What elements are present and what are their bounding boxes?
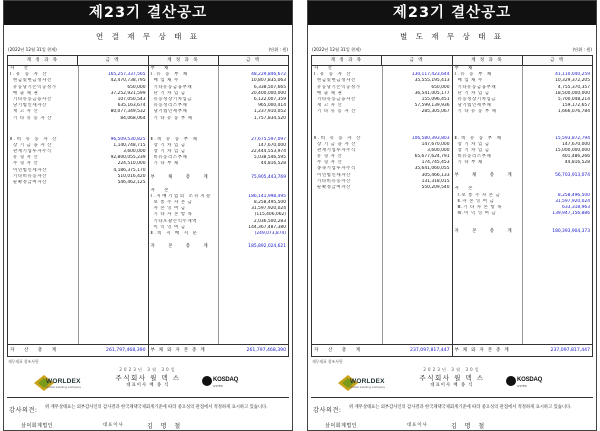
row-label: 장 기 차 입 금 [457, 147, 490, 153]
row-amount: 48,229,846,672 [251, 72, 286, 78]
row-amount: 130,117,423,644 [411, 72, 450, 78]
row-label: 기 타 유 동 자 산 [13, 115, 53, 121]
table-body [312, 66, 592, 344]
row-label: 기 타 유 동 자 산 [317, 109, 357, 115]
statement-row [312, 185, 452, 191]
liabilities-equity-column [148, 66, 289, 344]
publication-date: 2023년 3월 30일 [119, 367, 177, 372]
row-label: 보 통 주 자 본 금 [153, 200, 193, 205]
total-assets-value: 237,097,817,447 [410, 348, 450, 353]
row-amount: 106,580,393,803 [411, 135, 450, 141]
header-subject: 계 정 과 목 [330, 58, 363, 63]
row-amount: 159,172,657 [562, 103, 590, 109]
row-label: 유동성장기차입금 [153, 96, 193, 102]
row-label: 기타유동금융자산 [317, 96, 356, 102]
kosdaq-mark-icon [506, 376, 516, 386]
row-amount: 5,700,048,214 [557, 96, 590, 102]
header-subject: 계 정 과 목 [26, 58, 59, 63]
table-header [312, 56, 592, 66]
row-label: 현금및현금성자산 [13, 78, 52, 84]
row-label: 자 본 총 계 [150, 244, 214, 250]
row-label: 단 기 차 입 금 [457, 90, 490, 96]
row-amount: (115,406,062) [254, 212, 286, 218]
row-amount: 185,892,024,621 [248, 244, 286, 250]
notice-banner: 제23기 결산공고 [308, 1, 596, 25]
row-amount: 4,186,375,170 [113, 167, 146, 173]
row-label: 무 형 자 산 [13, 161, 39, 167]
row-amount: 15,000,000,000 [555, 147, 590, 153]
row-label: 기타포괄손익누계액 [153, 218, 198, 224]
notice-banner: 제23기 결산공고 [4, 1, 292, 25]
row-amount: 107,050,543 [117, 96, 146, 102]
row-amount: 3,600,000 [427, 147, 450, 153]
statement-row [149, 173, 289, 183]
row-amount: 31,597,920,024 [251, 206, 286, 212]
row-amount: 510,016,420 [117, 173, 146, 179]
header-subject: 계 정 과 목 [167, 58, 199, 63]
row-amount: 147,670,000 [421, 141, 450, 147]
row-label: 비유동리스부채 [457, 154, 492, 160]
row-label: Ⅲ.기 타 자 본 항 목 [457, 205, 503, 210]
row-amount: 144,367,487,380 [248, 224, 286, 230]
liabilities-equity-column [452, 66, 593, 344]
row-amount: 75,905,443,769 [251, 174, 286, 180]
row-label: Ⅱ.자 본 잉 여 금 [457, 198, 495, 204]
row-label: 매 출 채 권 [13, 90, 39, 96]
row-amount: 35,555,195,413 [414, 78, 450, 84]
row-amount: 8,258,496,500 [557, 192, 590, 198]
row-amount: 36,541,005,177 [414, 90, 450, 96]
row-amount: 37,252,921,599 [110, 90, 146, 96]
header-amount: 금 액 [522, 56, 592, 65]
row-amount: 96,509,530,825 [110, 136, 146, 142]
row-label: Ⅳ.이 익 잉 여 금 [457, 211, 497, 217]
row-label: Ⅱ.비 유 동 부 채 [150, 136, 199, 142]
balance-sheet-table [7, 55, 289, 357]
row-amount: 41,110,040,259 [555, 72, 590, 78]
row-label: 매 입 채 무 [457, 78, 483, 84]
unit-note: (단위 : 원) [572, 47, 592, 52]
row-amount: 42,470,738,795 [110, 78, 146, 84]
date-note: (2022년 12월 31일 현재) [8, 47, 57, 52]
row-amount: 165,257,337,565 [107, 72, 146, 78]
statement-row [149, 242, 289, 252]
kosdaq-logo [202, 376, 242, 390]
row-amount: 5,038,546,595 [253, 155, 286, 161]
auditor-rep-name: 김 명 철 [147, 423, 184, 430]
row-label: 자 산 [10, 66, 32, 71]
worldex-tagline: Global Leading Company [46, 385, 82, 389]
sheet-title: 연 결 재 무 상 태 표 [95, 32, 201, 41]
row-label: Ⅱ.비 지 배 지 분 [150, 230, 199, 236]
row-label: Ⅰ.유 동 자 산 [10, 72, 49, 78]
unit-note: (단위 : 원) [268, 47, 288, 52]
row-label: 부 채 [454, 66, 477, 71]
row-label: 부 채 총 계 [150, 174, 214, 180]
row-amount: 80,077,349,532 [110, 109, 146, 115]
row-amount: 635,163,674 [117, 103, 146, 109]
row-amount: 27,675,597,097 [251, 136, 286, 142]
row-amount: 6,338,507,665 [253, 84, 286, 90]
row-label: Ⅰ.유 동 부 채 [150, 72, 189, 78]
worldex-wordmark: WORLDEX [46, 378, 81, 385]
row-label: 매 출 채 권 [317, 90, 343, 96]
row-label: 종속기업투자주식 [317, 166, 356, 172]
row-label: 재 고 자 산 [317, 103, 343, 109]
table-header [8, 56, 288, 66]
row-label: 순확정급여자산 [317, 185, 351, 190]
row-label: Ⅰ.유 동 자 산 [314, 72, 353, 78]
row-label: 기타유동금융부채 [153, 84, 193, 90]
row-label: 당기법인세부채 [457, 103, 492, 109]
row-label: 이연법인세자산 [13, 167, 47, 173]
row-amount: 84,068,064 [120, 115, 146, 121]
audit-opinion [311, 397, 593, 431]
totals-row [8, 344, 288, 356]
date-note: (2022년 12월 31일 현재) [312, 47, 361, 52]
row-amount: 139,947,156,886 [552, 211, 590, 217]
row-label: 장 기 차 입 금 [457, 141, 490, 147]
total-liab-equity-label: 부 채 와 자 본 총 계 [454, 348, 510, 353]
consolidated-notice [3, 0, 293, 431]
row-label: 자 본 [454, 186, 477, 192]
row-label: 비유동리스부채 [153, 155, 188, 161]
totals-row [312, 344, 592, 356]
row-label: 유동당기손익공정가 [13, 84, 57, 90]
audit-label: 감사의견: [9, 407, 38, 414]
separate-notice [307, 0, 597, 431]
header-subject: 계 정 과 목 [471, 58, 503, 63]
audit-label: 감사의견: [313, 407, 342, 414]
row-amount: 6,122,007,359 [253, 96, 286, 102]
row-label: 재 고 자 산 [13, 109, 39, 115]
row-amount: 4,755,370,357 [557, 84, 590, 90]
balance-sheet-table [311, 55, 593, 357]
row-amount: 650,000 [431, 84, 450, 90]
row-amount: 650,000 [127, 84, 146, 90]
assets-column [8, 66, 148, 344]
company-block [308, 373, 596, 397]
row-amount: 1,757,834,520 [253, 115, 286, 121]
kosdaq-wordmark: KOSDAQ [517, 377, 543, 383]
row-label: 장 기 금 융 자 산 [317, 141, 357, 147]
row-amount: 155,096,451 [421, 96, 450, 102]
total-liab-equity-label: 부 채 와 자 본 총 계 [150, 348, 206, 353]
footnote: 재무제표 참조사항 [312, 359, 343, 364]
company-block [4, 373, 292, 397]
row-label: 장 기 차 입 금 [153, 142, 186, 148]
header-amount: 금 액 [381, 56, 451, 65]
row-amount: 305,466,133 [421, 172, 450, 178]
row-amount: 131,318,015 [421, 178, 450, 184]
total-assets-label: 자 산 총 계 [10, 348, 61, 353]
row-label: 관계기업투자주식 [317, 147, 356, 153]
row-label: 유 형 자 산 [317, 154, 343, 160]
audit-text: 위 재무상태표는 외부감사인의 감사결과 한국채택국제회계기준에 따라 중요성의 관점에서 적정하게 표시하고 있습니다. [349, 405, 572, 410]
row-amount: 174,745,453 [421, 160, 450, 166]
row-amount: 285,305,067 [421, 109, 450, 115]
row-amount: 633,318,963 [562, 205, 590, 210]
row-label: 부 채 [150, 66, 173, 71]
kosdaq-mark-icon [202, 376, 212, 386]
sheet-meta [308, 47, 596, 54]
row-amount: 224,510,000 [117, 161, 146, 167]
row-label: 당기법인세부채 [153, 109, 188, 115]
row-amount: 8,258,495,500 [253, 200, 286, 205]
row-amount: 1,666,076,784 [557, 109, 590, 115]
total-liab-equity-value: 237,097,817,447 [550, 348, 590, 353]
row-amount: 20,400,000,000 [251, 90, 286, 96]
worldex-tagline: Global Leading Company [350, 385, 386, 389]
publication-date: 2023년 3월 30일 [423, 367, 481, 372]
row-label: 이 익 잉 여 금 [153, 224, 186, 230]
row-amount: 546,462,125 [117, 180, 146, 185]
row-label: 유동성장기차입금 [457, 96, 497, 102]
sheet-meta [4, 47, 292, 54]
row-label: 부 채 총 계 [454, 173, 518, 179]
row-amount: 31,597,920,024 [555, 198, 590, 204]
row-amount: 56,703,913,074 [555, 173, 590, 179]
row-label: Ⅰ.보 통 주 자 본 금 [457, 192, 501, 198]
auditor-rep-label: 대표이사 [407, 423, 428, 428]
worldex-wordmark: WORLDEX [350, 378, 385, 385]
sheet-title: 별 도 재 무 상 태 표 [399, 32, 505, 41]
row-label: 순확정급여자산 [13, 180, 47, 185]
row-label: 당기법인세자산 [13, 103, 47, 109]
header-amount: 금 액 [77, 56, 147, 65]
row-label: 기타비유동자산 [13, 173, 47, 179]
row-label: 무 형 자 산 [317, 160, 343, 166]
row-amount: 35,641,060,055 [414, 166, 450, 172]
row-amount: 44,816,528 [260, 161, 286, 167]
row-label: 자 본 총 계 [454, 229, 518, 235]
ceo-name: 대표이사 배 종 식 [126, 383, 170, 388]
row-amount: 18,500,000,000 [555, 90, 590, 96]
auditor-rep-name: 김 명 철 [451, 423, 488, 430]
kosdaq-wordmark: KOSDAQ [213, 377, 239, 383]
row-label: 기 타 유 동 부 채 [457, 109, 497, 115]
row-amount: 550,209,540 [421, 185, 450, 190]
row-label: Ⅰ.지배기업의 소유지분 [150, 193, 212, 199]
auditor-firm: 삼덕회계법인 [21, 423, 53, 429]
row-label: 유 형 자 산 [13, 155, 39, 161]
row-label: 현금및현금성자산 [317, 78, 356, 84]
auditor-firm: 삼덕회계법인 [325, 423, 357, 429]
row-label: 이연법인세자산 [317, 172, 351, 178]
row-amount: 1,237,910,052 [253, 109, 286, 115]
company-name: 주식회사 윌 덱 스 [419, 374, 485, 382]
row-amount: 92,800,055,239 [110, 155, 146, 161]
row-label: 단 기 차 입 금 [153, 90, 186, 96]
header-amount: 금 액 [218, 56, 288, 65]
row-label: 기 타 부 채 [457, 160, 483, 166]
kosdaq-logo [506, 376, 546, 390]
statement-row [8, 180, 148, 186]
row-label: Ⅱ.비 유 동 부 채 [454, 135, 503, 141]
row-amount: 44,816,528 [564, 160, 590, 166]
row-amount: 57,599,139,936 [414, 103, 450, 109]
total-liab-equity-value: 261,797,468,390 [246, 348, 286, 353]
company-name: 주식회사 윌 덱 스 [115, 374, 181, 382]
kosdaq-tagline: LISTED [517, 384, 527, 388]
row-amount: 65,677,624,791 [414, 154, 450, 160]
row-amount: 186,141,998,495 [248, 193, 286, 199]
row-label: 유동당기손익공정가 [317, 84, 361, 90]
row-label: 자 산 [314, 66, 336, 71]
row-label: 기타비유동자산 [317, 178, 351, 184]
kosdaq-tagline: LISTED [213, 384, 223, 388]
row-label: 기타유동금융부채 [457, 84, 497, 90]
audit-opinion [7, 397, 289, 431]
row-label: 자 본 잉 여 금 [153, 206, 186, 212]
assets-column [312, 66, 452, 344]
row-amount: 401,486,266 [562, 154, 590, 160]
statement-row [453, 227, 593, 237]
footnote: 재무제표 참조사항 [8, 359, 39, 364]
ceo-name: 대표이사 배 종 식 [430, 383, 474, 388]
row-amount: 22,444,553,974 [251, 149, 286, 155]
row-label: 기 타 유 동 부 채 [153, 115, 193, 121]
row-label: 자 본 [150, 187, 173, 193]
row-amount: 10,807,835,063 [251, 78, 286, 84]
statement-row [453, 171, 593, 181]
table-body [8, 66, 288, 344]
row-amount: 15,593,872,794 [555, 135, 590, 141]
row-label: 유동성리스부채 [153, 103, 188, 109]
row-amount: 1,140,748,715 [113, 142, 146, 148]
row-label: 관계기업투자주식 [13, 149, 52, 155]
row-label: 기 타 자 본 항 목 [153, 212, 193, 218]
row-label: Ⅱ.비 유 동 자 산 [10, 136, 58, 142]
row-label: 기타유동금융자산 [13, 96, 52, 102]
row-amount: 965,000,414 [258, 103, 286, 109]
row-label: 장 기 금 융 자 산 [13, 142, 53, 148]
row-label: Ⅱ.비 유 동 자 산 [314, 135, 362, 141]
row-amount: 10,329,372,205 [555, 78, 590, 84]
row-amount: 2,036,500,283 [253, 218, 286, 224]
row-amount: 147,670,000 [562, 141, 590, 147]
row-label: Ⅰ.유 동 부 채 [454, 72, 493, 78]
row-amount: 180,393,904,373 [552, 229, 590, 235]
row-amount: 147,670,000 [258, 142, 286, 148]
audit-text: 위 재무상태표는 외부감사인의 감사결과 한국채택국제회계기준에 따라 중요성의 관점에서 적정하게 표시하고 있습니다. [45, 405, 268, 410]
row-amount: (249,073,874) [254, 230, 286, 236]
row-label: 매 입 채 무 [153, 78, 179, 84]
row-label: 장 기 차 입 금 [153, 149, 186, 155]
row-label: 기 타 부 채 [153, 161, 179, 167]
total-assets-label: 자 산 총 계 [314, 348, 365, 353]
row-amount: 3,600,000 [123, 149, 146, 155]
auditor-rep-label: 대표이사 [103, 423, 124, 428]
total-assets-value: 261,797,468,390 [106, 348, 146, 353]
